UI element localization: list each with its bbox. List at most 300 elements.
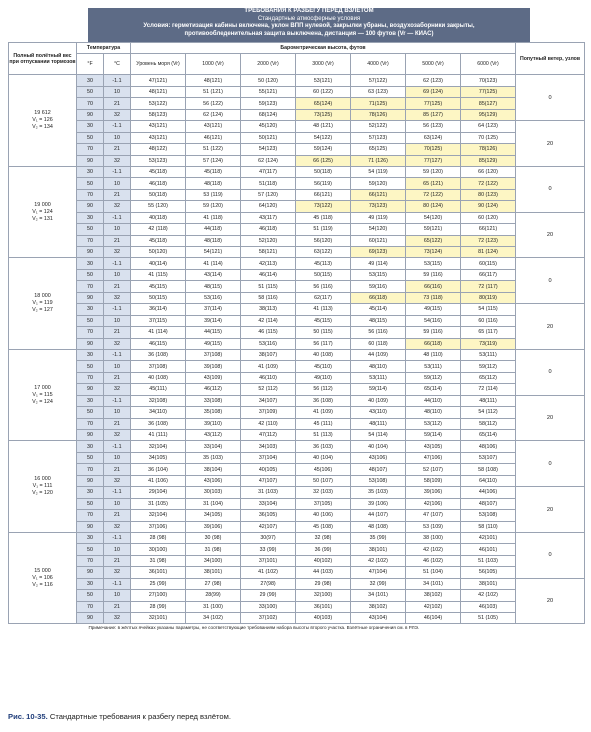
distance-cell: 66 (120)	[461, 166, 516, 177]
distance-cell: 35 (103)	[186, 452, 241, 463]
distance-cell: 65 (117)	[461, 327, 516, 338]
distance-cell: 58(123)	[131, 109, 186, 120]
distance-cell: 40 (108)	[296, 349, 351, 360]
tailwind-cell: 20	[516, 487, 585, 533]
table-row	[9, 258, 585, 269]
distance-cell: 32 (98)	[296, 532, 351, 543]
distance-cell: 41 (106)	[131, 475, 186, 486]
temp-f-cell: 30	[77, 212, 104, 223]
weight-line: V₂ = 120	[32, 490, 53, 497]
distance-cell: 50(118)	[131, 189, 186, 200]
distance-cell: 53 (119)	[186, 189, 241, 200]
distance-cell: 66(121)	[461, 224, 516, 235]
distance-cell: 41 (102)	[241, 567, 296, 578]
distance-cell: 58 (110)	[461, 521, 516, 532]
distance-cell: 41 (109)	[241, 361, 296, 372]
table-row	[9, 452, 585, 463]
conditions-line-2: противообледенительная защита выключена, дистанция — 100 футов (Vr — КИАС)	[184, 30, 434, 37]
distance-cell: 80(119)	[461, 292, 516, 303]
distance-cell: 34 (102)	[186, 613, 241, 624]
temp-c-cell: 32	[104, 567, 131, 578]
distance-cell: 66(117)	[461, 269, 516, 280]
temp-f-cell: 30	[77, 578, 104, 589]
weight-line: 15 000	[34, 567, 51, 574]
distance-cell: 36 (103)	[296, 441, 351, 452]
tailwind-cell: 20	[516, 578, 585, 624]
table-row	[9, 178, 585, 189]
temp-c-cell: -1.1	[104, 212, 131, 223]
temp-f-cell: 70	[77, 327, 104, 338]
tailwind-cell: 0	[516, 349, 585, 395]
distance-cell: 59(112)	[461, 361, 516, 372]
distance-cell: 47(106)	[406, 452, 461, 463]
temp-f-cell: 30	[77, 395, 104, 406]
col-4000: 4000 (Vr)	[351, 54, 406, 75]
distance-cell: 59(112)	[406, 372, 461, 383]
distance-cell: 65(114)	[461, 430, 516, 441]
col-weight: Полный полётный вес при отпускании тормозов	[9, 43, 77, 75]
distance-cell: 27(98)	[241, 578, 296, 589]
distance-cell: 51 (105)	[461, 613, 516, 624]
distance-cell: 72 (114)	[461, 384, 516, 395]
distance-cell: 34(110)	[131, 407, 186, 418]
table-note: Примечание: в жёлтых ячейках указаны параметры, не соответствующие требованиям набора высоты второго участка. Взлётные ограничения см. в РЛЭ.	[88, 625, 420, 631]
distance-cell: 32(108)	[131, 395, 186, 406]
figure-caption	[8, 712, 231, 721]
distance-cell: 46(114)	[241, 269, 296, 280]
distance-cell: 80 (124)	[406, 201, 461, 212]
distance-cell: 36 (108)	[131, 349, 186, 360]
distance-cell: 34(107)	[241, 395, 296, 406]
temp-c-cell: -1.1	[104, 395, 131, 406]
temp-c-cell: 21	[104, 281, 131, 292]
temp-c-cell: 21	[104, 235, 131, 246]
distance-cell: 57(123)	[351, 132, 406, 143]
distance-cell: 59(114)	[406, 430, 461, 441]
distance-cell: 28 (99)	[131, 601, 186, 612]
table-row	[9, 166, 585, 177]
distance-cell: 39(106)	[186, 521, 241, 532]
temp-c-cell: 21	[104, 189, 131, 200]
distance-cell: 43(105)	[406, 441, 461, 452]
distance-cell: 50(118)	[296, 166, 351, 177]
distance-cell: 43(121)	[131, 121, 186, 132]
distance-cell: 64(110)	[461, 475, 516, 486]
temp-c-cell: -1.1	[104, 532, 131, 543]
temp-c-cell: 32	[104, 613, 131, 624]
table-row	[9, 292, 585, 303]
distance-cell: 56 (117)	[296, 338, 351, 349]
table-title: ТРЕБОВАНИЯ К РАЗБЕГУ ПЕРЕД ВЗЛЁТОМ	[244, 8, 374, 14]
distance-cell: 69 (124)	[406, 86, 461, 97]
distance-cell: 50(115)	[131, 292, 186, 303]
distance-cell: 31 (100)	[186, 601, 241, 612]
table-row	[9, 372, 585, 383]
weight-line: V₁ = 119	[32, 300, 53, 307]
distance-cell: 56 (122)	[186, 98, 241, 109]
col-6000: 6000 (Vr)	[461, 54, 516, 75]
distance-cell: 66(121)	[351, 189, 406, 200]
distance-cell: 35 (99)	[351, 532, 406, 543]
col-3000: 3000 (Vr)	[296, 54, 351, 75]
distance-cell: 54 (115)	[461, 304, 516, 315]
distance-cell: 42 (102)	[406, 544, 461, 555]
distance-cell: 51 (103)	[461, 555, 516, 566]
temp-f-cell: 90	[77, 521, 104, 532]
distance-cell: 37(105)	[296, 498, 351, 509]
figure-number: Рис. 10-35.	[8, 712, 48, 721]
distance-cell: 85 (127)	[406, 109, 461, 120]
distance-cell: 65(124)	[296, 98, 351, 109]
distance-cell: 59(114)	[351, 384, 406, 395]
temp-f-cell: 70	[77, 98, 104, 109]
distance-cell: 78(126)	[461, 144, 516, 155]
temp-f-cell: 30	[77, 349, 104, 360]
distance-cell: 52 (107)	[406, 464, 461, 475]
weight-line: 18 000	[34, 293, 51, 300]
distance-cell: 33 (99)	[241, 544, 296, 555]
distance-cell: 42 (110)	[241, 418, 296, 429]
weight-cell	[9, 532, 77, 624]
distance-cell: 43(110)	[351, 407, 406, 418]
distance-cell: 48(121)	[131, 86, 186, 97]
distance-cell: 49(110)	[296, 372, 351, 383]
distance-cell: 47(117)	[241, 166, 296, 177]
col-5000: 5000 (Vr)	[406, 54, 461, 75]
distance-cell: 51 (113)	[296, 430, 351, 441]
col-1000: 1000 (Vr)	[186, 54, 241, 75]
distance-cell: 48(111)	[351, 418, 406, 429]
distance-cell: 63(122)	[296, 247, 351, 258]
distance-cell: 30(103)	[186, 487, 241, 498]
table-row	[9, 327, 585, 338]
temp-c-cell: 10	[104, 132, 131, 143]
distance-cell: 65 (121)	[406, 178, 461, 189]
distance-cell: 54(121)	[186, 247, 241, 258]
temp-c-cell: 21	[104, 555, 131, 566]
distance-cell: 40 (106)	[296, 510, 351, 521]
takeoff-distance-table	[8, 42, 585, 632]
distance-cell: 50(120)	[131, 247, 186, 258]
distance-cell: 39 (106)	[351, 498, 406, 509]
distance-cell: 48(106)	[461, 441, 516, 452]
tailwind-cell: 20	[516, 395, 585, 441]
temp-c-cell: 32	[104, 247, 131, 258]
distance-cell: 31 (105)	[131, 498, 186, 509]
distance-cell: 56(119)	[296, 178, 351, 189]
temp-c-cell: 10	[104, 315, 131, 326]
distance-cell: 37(108)	[186, 349, 241, 360]
distance-cell: 49 (114)	[351, 258, 406, 269]
distance-cell: 32(100)	[296, 590, 351, 601]
temp-f-cell: 50	[77, 590, 104, 601]
distance-cell: 65(122)	[406, 235, 461, 246]
distance-cell: 95(129)	[461, 109, 516, 120]
distance-cell: 38(102)	[351, 601, 406, 612]
distance-cell: 42(101)	[461, 532, 516, 543]
distance-cell: 56 (112)	[296, 384, 351, 395]
temp-f-cell: 90	[77, 567, 104, 578]
distance-cell: 60(115)	[461, 258, 516, 269]
temp-c-cell: -1.1	[104, 441, 131, 452]
distance-cell: 33(108)	[186, 395, 241, 406]
distance-cell: 65(125)	[351, 144, 406, 155]
weight-line: V₁ = 115	[32, 391, 53, 398]
tailwind-cell: 0	[516, 532, 585, 578]
distance-cell: 52 (112)	[241, 384, 296, 395]
temp-c-cell: 21	[104, 464, 131, 475]
table-row	[9, 510, 585, 521]
distance-cell: 43(121)	[186, 121, 241, 132]
distance-cell: 60(121)	[351, 235, 406, 246]
distance-cell: 48(110)	[406, 407, 461, 418]
weight-line: 19 612	[34, 110, 51, 117]
distance-cell: 25 (99)	[131, 578, 186, 589]
distance-cell: 48 (110)	[406, 349, 461, 360]
distance-cell: 42(102)	[406, 601, 461, 612]
distance-cell: 49 (119)	[351, 212, 406, 223]
distance-cell: 70(125)	[406, 144, 461, 155]
distance-cell: 59(124)	[296, 144, 351, 155]
distance-cell: 41 (118)	[186, 212, 241, 223]
table-row	[9, 75, 585, 86]
distance-cell: 40(114)	[131, 258, 186, 269]
distance-cell: 51 (122)	[186, 144, 241, 155]
distance-cell: 41 (115)	[131, 269, 186, 280]
distance-cell: 58 (116)	[241, 292, 296, 303]
temp-f-cell: 50	[77, 269, 104, 280]
distance-cell: 56 (123)	[406, 121, 461, 132]
col-sea-level: Уровень моря (Vr)	[131, 54, 186, 75]
temp-f-cell: 70	[77, 281, 104, 292]
distance-cell: 44(118)	[186, 224, 241, 235]
distance-cell: 37(104)	[241, 452, 296, 463]
table-row	[9, 155, 585, 166]
distance-cell: 53(111)	[351, 372, 406, 383]
distance-cell: 68(124)	[241, 109, 296, 120]
distance-cell: 66 (125)	[296, 155, 351, 166]
distance-cell: 72 (122)	[406, 189, 461, 200]
table-row	[9, 498, 585, 509]
distance-cell: 44 (103)	[296, 567, 351, 578]
temp-f-cell: 90	[77, 155, 104, 166]
distance-cell: 47(112)	[241, 430, 296, 441]
distance-cell: 66(118)	[351, 292, 406, 303]
table-subtitle: Стандартные атмосферные условия	[257, 15, 361, 22]
temp-f-cell: 70	[77, 510, 104, 521]
distance-cell: 32(101)	[131, 613, 186, 624]
col-tailwind: Попутный ветер, узлов	[516, 43, 585, 75]
temp-f-cell: 90	[77, 292, 104, 303]
temp-f-cell: 30	[77, 532, 104, 543]
distance-cell: 63(124)	[406, 132, 461, 143]
distance-cell: 40 (108)	[131, 372, 186, 383]
distance-cell: 56 (116)	[296, 281, 351, 292]
distance-cell: 42(113)	[241, 258, 296, 269]
distance-cell: 40 (104)	[296, 452, 351, 463]
distance-cell: 47(121)	[131, 75, 186, 86]
distance-cell: 43(112)	[186, 430, 241, 441]
table-row	[9, 109, 585, 120]
col-baro-altitude: Барометрическая высота, футов	[131, 43, 516, 54]
temp-c-cell: 32	[104, 475, 131, 486]
distance-cell: 45(110)	[296, 361, 351, 372]
distance-cell: 38(107)	[241, 349, 296, 360]
distance-cell: 44(106)	[461, 487, 516, 498]
distance-cell: 43(109)	[186, 372, 241, 383]
table-row	[9, 235, 585, 246]
table-row	[9, 613, 585, 624]
distance-cell: 34(105)	[186, 510, 241, 521]
distance-cell: 54(123)	[241, 144, 296, 155]
temp-c-cell: 32	[104, 521, 131, 532]
weight-line: V₂ = 124	[32, 398, 53, 405]
distance-cell: 53 (109)	[406, 521, 461, 532]
temp-f-cell: 50	[77, 178, 104, 189]
distance-cell: 56 (116)	[351, 327, 406, 338]
distance-cell: 77(127)	[406, 155, 461, 166]
temp-f-cell: 30	[77, 75, 104, 86]
distance-cell: 85(129)	[461, 155, 516, 166]
table-row	[9, 98, 585, 109]
distance-cell: 45(114)	[351, 304, 406, 315]
conditions-line-1: Условия: герметизация кабины включена, уклон ВПП нулевой, закрылки убраны, воздухозаборники закрыты,	[143, 23, 475, 30]
distance-cell: 53(112)	[406, 418, 461, 429]
temp-f-cell: 70	[77, 418, 104, 429]
distance-cell: 66(118)	[406, 338, 461, 349]
distance-cell: 32(104)	[131, 510, 186, 521]
distance-cell: 55(121)	[241, 86, 296, 97]
table-row	[9, 464, 585, 475]
weight-line: V₂ = 134	[32, 124, 53, 131]
weight-cell	[9, 166, 77, 258]
table-row	[9, 544, 585, 555]
distance-cell: 38(101)	[186, 567, 241, 578]
temp-c-cell: 10	[104, 86, 131, 97]
table-row	[9, 304, 585, 315]
distance-cell: 53(111)	[461, 349, 516, 360]
temp-f-cell: 50	[77, 86, 104, 97]
col-deg-f: °F	[77, 54, 104, 75]
tailwind-cell: 0	[516, 75, 585, 121]
temp-f-cell: 70	[77, 601, 104, 612]
distance-cell: 71(125)	[351, 98, 406, 109]
distance-cell: 48(110)	[351, 361, 406, 372]
distance-cell: 70 (125)	[461, 132, 516, 143]
distance-cell: 39(114)	[186, 315, 241, 326]
distance-cell: 36(114)	[131, 304, 186, 315]
temp-c-cell: 32	[104, 292, 131, 303]
distance-cell: 38(113)	[241, 304, 296, 315]
distance-cell: 72 (122)	[461, 178, 516, 189]
distance-cell: 43(114)	[186, 269, 241, 280]
distance-cell: 54(120)	[406, 212, 461, 223]
distance-cell: 43(106)	[186, 475, 241, 486]
distance-cell: 70(123)	[461, 75, 516, 86]
weight-cell	[9, 75, 77, 167]
distance-cell: 45(118)	[186, 166, 241, 177]
distance-cell: 42(107)	[241, 521, 296, 532]
distance-cell: 57 (120)	[241, 189, 296, 200]
temp-c-cell: -1.1	[104, 487, 131, 498]
temp-f-cell: 50	[77, 544, 104, 555]
distance-cell: 57(122)	[351, 75, 406, 86]
distance-cell: 37(115)	[131, 315, 186, 326]
distance-cell: 66(121)	[296, 189, 351, 200]
temp-f-cell: 30	[77, 121, 104, 132]
distance-cell: 53(108)	[461, 510, 516, 521]
temp-c-cell: 21	[104, 601, 131, 612]
table-row	[9, 224, 585, 235]
distance-cell: 32 (103)	[296, 487, 351, 498]
temp-f-cell: 90	[77, 384, 104, 395]
temp-c-cell: -1.1	[104, 166, 131, 177]
distance-cell: 44 (109)	[351, 349, 406, 360]
distance-cell: 53(115)	[351, 269, 406, 280]
distance-cell: 48 (108)	[351, 521, 406, 532]
distance-cell: 45(111)	[131, 384, 186, 395]
distance-cell: 29(104)	[131, 487, 186, 498]
distance-cell: 54(116)	[406, 315, 461, 326]
temp-f-cell: 50	[77, 224, 104, 235]
table-row	[9, 475, 585, 486]
distance-cell: 53(111)	[406, 361, 461, 372]
distance-cell: 43(104)	[351, 613, 406, 624]
distance-cell: 72 (123)	[461, 235, 516, 246]
distance-cell: 43(106)	[351, 452, 406, 463]
temp-f-cell: 50	[77, 452, 104, 463]
distance-cell: 73(122)	[296, 201, 351, 212]
distance-cell: 39(110)	[186, 418, 241, 429]
col-deg-c: °C	[104, 54, 131, 75]
temp-f-cell: 50	[77, 132, 104, 143]
distance-cell: 46(118)	[241, 224, 296, 235]
temp-c-cell: -1.1	[104, 121, 131, 132]
distance-cell: 59 (116)	[406, 269, 461, 280]
weight-line: V₂ = 127	[32, 307, 53, 314]
weight-cell	[9, 441, 77, 533]
temp-c-cell: 21	[104, 98, 131, 109]
temp-c-cell: 10	[104, 178, 131, 189]
distance-cell: 48(118)	[186, 235, 241, 246]
temp-f-cell: 50	[77, 407, 104, 418]
temp-f-cell: 50	[77, 315, 104, 326]
distance-cell: 90 (124)	[461, 201, 516, 212]
temp-f-cell: 30	[77, 441, 104, 452]
distance-cell: 53(116)	[241, 338, 296, 349]
tailwind-cell: 0	[516, 166, 585, 212]
distance-cell: 65(114)	[406, 384, 461, 395]
temp-f-cell: 90	[77, 338, 104, 349]
table-row	[9, 441, 585, 452]
distance-cell: 60 (118)	[351, 338, 406, 349]
distance-cell: 33(104)	[186, 441, 241, 452]
distance-cell: 59 (116)	[406, 327, 461, 338]
distance-cell: 54 (119)	[351, 166, 406, 177]
distance-cell: 38(102)	[406, 590, 461, 601]
distance-cell: 31 (103)	[241, 487, 296, 498]
distance-cell: 27(100)	[131, 590, 186, 601]
distance-cell: 30(100)	[131, 544, 186, 555]
distance-cell: 34(103)	[241, 441, 296, 452]
temp-f-cell: 30	[77, 304, 104, 315]
distance-cell: 28(99)	[186, 590, 241, 601]
distance-cell: 53(108)	[351, 475, 406, 486]
table-row	[9, 121, 585, 132]
distance-cell: 43(121)	[131, 132, 186, 143]
distance-cell: 54 (112)	[461, 407, 516, 418]
distance-cell: 45(120)	[241, 121, 296, 132]
